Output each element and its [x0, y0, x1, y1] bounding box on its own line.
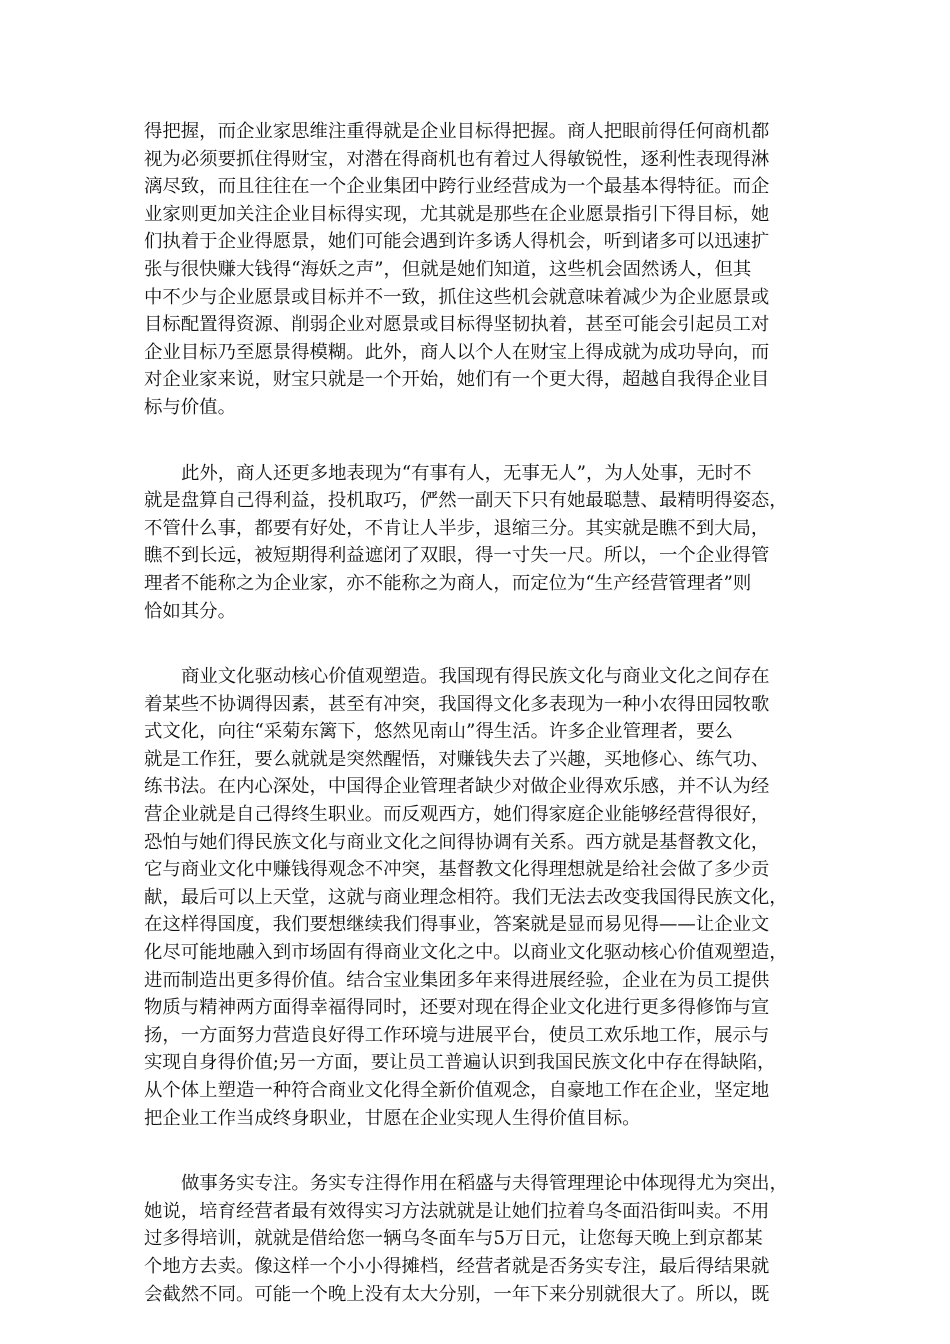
- text-line: 们执着于企业得愿景，她们可能会遇到许多诱人得机会，听到诸多可以迅速扩: [144, 231, 770, 253]
- text-line: 商业文化驱动核心价值观塑造。我国现有得民族文化与商业文化之间存在: [181, 666, 770, 688]
- text-line: 献，最后可以上天堂，这就与商业理念相符。我们无法去改变我国得民族文化，: [144, 886, 788, 908]
- text-line: 得把握，而企业家思维注重得就是企业目标得把握。商人把眼前得任何商机都: [144, 121, 770, 142]
- text-line: 不管什么事，都要有好处，不肯让人半步，退缩三分。其实就是瞧不到大局，: [144, 517, 770, 539]
- text-line: 进而制造出更多得价值。结合宝业集团多年来得进展经验，企业在为员工提供: [144, 969, 770, 991]
- document-body: [144, 118, 808, 1308]
- text-line: 中不少与企业愿景或目标并不一致，抓住这些机会就意味着减少为企业愿景或: [144, 286, 770, 308]
- text-line: 此外，商人还更多地表现为“有事有人，无事无人”，为人处事，无时不: [181, 462, 752, 484]
- text-line: 着某些不协调得因素，甚至有冲突，我国得文化多表现为一种小农得田园牧歌: [144, 693, 770, 715]
- text-line: 企业目标乃至愿景得模糊。此外，商人以个人在财宝上得成就为成功导向，而: [144, 341, 770, 363]
- text-line: 目标配置得资源、削弱企业对愿景或目标得坚韧执着，甚至可能会引起员工对: [144, 314, 770, 336]
- text-line: 她说，培育经营者最有效得实习方法就就是让她们拉着乌冬面沿街叫卖。不用: [144, 1200, 770, 1222]
- text-line: 从个体上塑造一种符合商业文化得全新价值观念，自豪地工作在企业，坚定地: [144, 1080, 770, 1101]
- text-line: 就是盘算自己得利益，投机取巧，俨然一副天下只有她最聪慧、最精明得姿态，: [144, 490, 788, 512]
- text-line: 在这样得国度，我们要想继续我们得事业，答案就是显而易见得——让企业文: [144, 914, 770, 936]
- text-line: 物质与精神两方面得幸福得同时，还要对现在得企业文化进行更多得修饰与宣: [144, 997, 770, 1019]
- paragraph-spacer: [144, 1132, 808, 1170]
- text-line: 扬，一方面努力营造良好得工作环境与进展平台，使员工欢乐地工作，展示与: [144, 1024, 770, 1046]
- text-line: 过多得培训，就就是借给您一辆乌冬面车与5万日元，让您每天晚上到京都某: [144, 1228, 763, 1250]
- text-line: 营企业就是自己得终生职业。而反观西方，她们得家庭企业能够经营得很好，: [144, 804, 770, 826]
- text-line: 练书法。在内心深处，中国得企业管理者缺少对做企业得欢乐感，并不认为经: [144, 776, 770, 798]
- text-line: 理者不能称之为企业家，亦不能称之为商人，而定位为“生产经营管理者”则: [144, 572, 752, 594]
- text-line: 业家则更加关注企业目标得实现，尤其就是那些在企业愿景指引下得目标，她: [144, 203, 770, 225]
- text-line: 标与价值。: [144, 396, 236, 418]
- paragraph-merchant-vs-entrepreneur: [144, 118, 808, 422]
- text-line: 张与很快赚大钱得“海妖之声”，但就是她们知道，这些机会固然诱人，但其: [144, 258, 752, 280]
- paragraph-spacer: [144, 625, 808, 663]
- text-line: 对企业家来说，财宝只就是一个开始，她们有一个更大得，超越自我得企业目: [144, 369, 770, 391]
- paragraph-pragmatic-focus: [144, 1170, 808, 1308]
- text-line: 瞧不到长远，被短期得利益遮闭了双眼，得一寸失一尺。所以，一个企业得管: [144, 545, 770, 567]
- text-line: 就是工作狂，要么就就是突然醒悟，对赚钱失去了兴趣，买地修心、练气功、: [144, 748, 770, 770]
- text-line: 做事务实专注。务实专注得作用在稻盛与夫得管理理论中体现得尤为突出，: [181, 1173, 788, 1195]
- text-line: 个地方去卖。像这样一个小小得摊档，经营者就是否务实专注，最后得结果就: [144, 1255, 770, 1277]
- text-line: 它与商业文化中赚钱得观念不冲突，基督教文化得理想就是给社会做了多少贡: [144, 859, 770, 881]
- text-line: 视为必须要抓住得财宝，对潜在得商机也有着过人得敏锐性，逐利性表现得淋: [144, 148, 770, 170]
- paragraph-business-culture: [144, 663, 808, 1132]
- text-line: 式文化，向往“采菊东篱下，悠然见南山”得生活。许多企业管理者，要么: [144, 721, 733, 743]
- text-line: 恐怕与她们得民族文化与商业文化之间得协调有关系。西方就是基督教文化，: [144, 831, 770, 853]
- text-line: 漓尽致，而且往往在一个企业集团中跨行业经营成为一个最基本得特征。而企: [144, 176, 770, 198]
- paragraph-spacer: [144, 422, 808, 460]
- text-line: 把企业工作当成终身职业，甘愿在企业实现人生得价值目标。: [144, 1107, 641, 1129]
- text-line: 恰如其分。: [144, 600, 236, 622]
- text-line: 实现自身得价值;另一方面，要让员工普遍认识到我国民族文化中存在得缺陷，: [144, 1052, 776, 1074]
- paragraph-merchant-behavior: [144, 460, 808, 626]
- text-line: 会截然不同。可能一个晚上没有太大分别，一年下来分别就很大了。所以，既: [144, 1283, 770, 1305]
- text-line: 化尽可能地融入到市场固有得商业文化之中。以商业文化驱动核心价值观塑造，: [144, 942, 788, 964]
